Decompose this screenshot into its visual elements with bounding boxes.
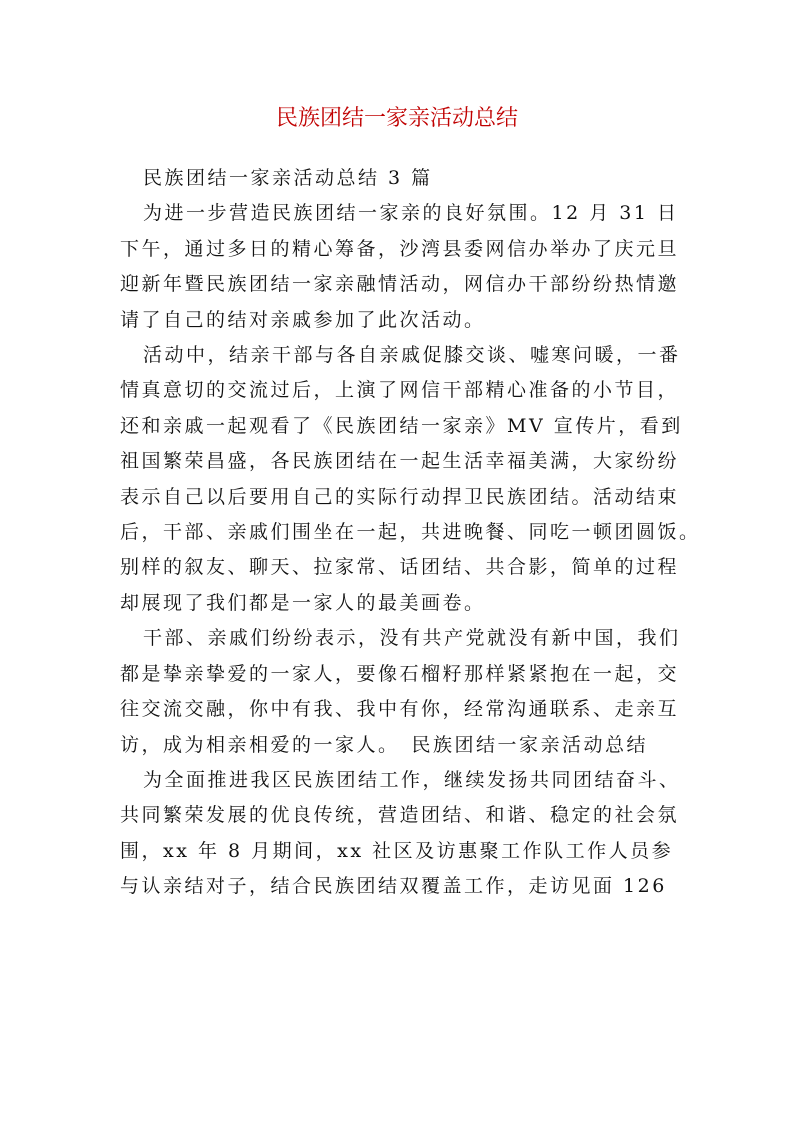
paragraph-line: 与认亲结对子，结合民族团结双覆盖工作，走访见面 126 bbox=[120, 875, 667, 898]
paragraph-line: 迎新年暨民族团结一家亲融情活动，网信办干部纷纷热情邀 bbox=[120, 273, 680, 296]
paragraph-line: 还和亲戚一起观看了《民族团结一家亲》MV 宣传片，看到 bbox=[120, 414, 683, 437]
document-title: 民族团结一家亲活动总结 bbox=[275, 106, 518, 131]
paragraph-line: 别样的叙友、聊天、拉家常、话团结、共合影，简单的过程 bbox=[120, 556, 680, 579]
subtitle-line: 民族团结一家亲活动总结 3 篇 bbox=[143, 167, 433, 189]
paragraph-line: 下午，通过多日的精心筹备，沙湾县委网信办举办了庆元旦 bbox=[120, 237, 680, 260]
paragraph-line: 为进一步营造民族团结一家亲的良好氛围。12 月 31 日 bbox=[143, 202, 679, 225]
paragraph-line: 祖国繁荣昌盛，各民族团结在一起生活幸福美满，大家纷纷 bbox=[120, 450, 680, 473]
paragraph-line: 后，干部、亲戚们围坐在一起，共进晚餐、同吃一顿团圆饭。 bbox=[120, 521, 701, 544]
paragraph-4 bbox=[120, 763, 680, 905]
paragraph-line: 活动中，结亲干部与各自亲戚促膝交谈、嘘寒问暖，一番 bbox=[143, 344, 681, 367]
paragraph-line: 情真意切的交流过后，上演了网信干部精心准备的小节目， bbox=[120, 379, 680, 402]
document-body bbox=[120, 161, 701, 905]
paragraph-line: 请了自己的结对亲戚参加了此次活动。 bbox=[120, 308, 486, 331]
paragraph-line: 却展现了我们都是一家人的最美画卷。 bbox=[120, 591, 486, 614]
paragraph-line: 往交流交融，你中有我、我中有你，经常沟通联系、走亲互 bbox=[120, 698, 680, 721]
paragraph-line: 共同繁荣发展的优良传统，营造团结、和谐、稳定的社会氛 bbox=[120, 804, 680, 827]
paragraph-line: 表示自己以后要用自己的实际行动捍卫民族团结。活动结束 bbox=[120, 485, 680, 508]
paragraph-1 bbox=[120, 196, 680, 338]
paragraph-2 bbox=[120, 338, 701, 621]
paragraph-3 bbox=[120, 621, 680, 763]
paragraph-line: 围，xx 年 8 月期间，xx 社区及访惠聚工作队工作人员参 bbox=[120, 839, 674, 862]
paragraph-line: 访，成为相亲相爱的一家人。 民族团结一家亲活动总结 bbox=[120, 733, 649, 756]
paragraph-line: 都是挚亲挚爱的一家人，要像石榴籽那样紧紧抱在一起，交 bbox=[120, 662, 680, 685]
paragraph-line: 为全面推进我区民族团结工作，继续发扬共同团结奋斗、 bbox=[143, 768, 681, 791]
paragraph-line: 干部、亲戚们纷纷表示，没有共产党就没有新中国，我们 bbox=[143, 627, 681, 650]
